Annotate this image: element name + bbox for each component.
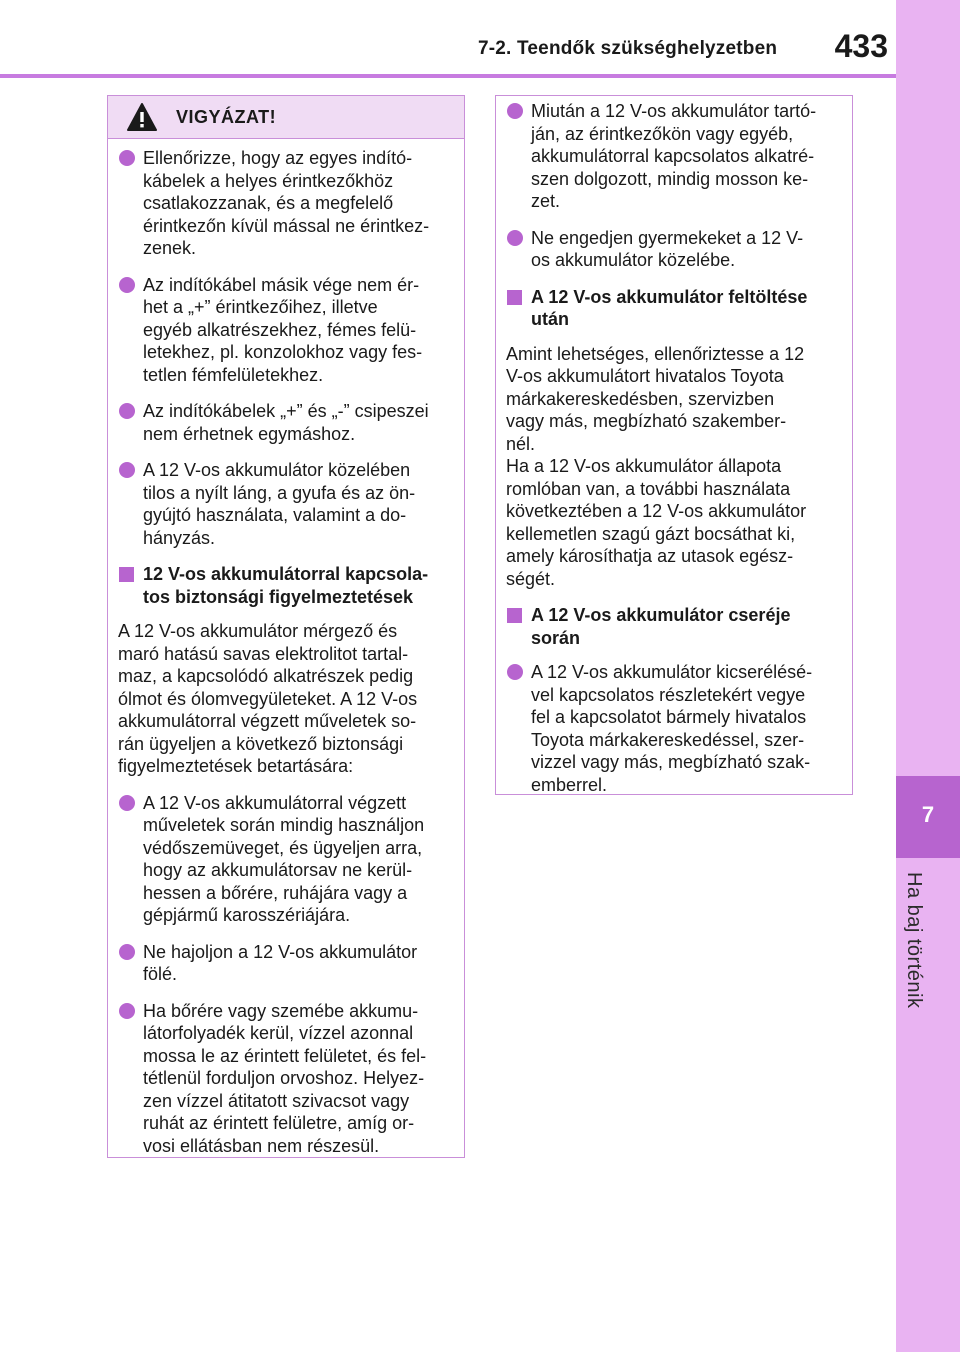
warning-box-right: [495, 95, 853, 795]
text-line: Amint lehetséges, ellenőriztesse a 12: [506, 343, 805, 364]
bullet-item: [506, 661, 842, 796]
page-number: 433: [834, 28, 888, 64]
text-line: ruhát az érintett felületre, amíg or-: [143, 1113, 415, 1133]
bullet-dot-icon: [119, 462, 135, 478]
warning-body-right: [496, 96, 852, 796]
text-line: A 12 V-os akkumulátor feltöltése: [531, 286, 808, 307]
text-line: tetlen fémfelületekhez.: [143, 364, 324, 385]
square-bullet-icon: [507, 290, 522, 305]
text-line: fel a kapcsolatot bármely hivatalos: [531, 707, 807, 727]
text-line: után: [531, 309, 569, 329]
text-line: Toyota márkakereskedéssel, szer-: [531, 729, 805, 750]
text-line: nél.: [506, 433, 536, 454]
text-line: A 12 V-os akkumulátor kicserélésé-: [531, 662, 813, 682]
text-line: zet.: [531, 191, 561, 211]
section-title: 7-2. Teendők szükséghelyzetben: [478, 38, 778, 59]
text-line: Ha bőrére vagy szemébe akkumu-: [143, 1000, 419, 1021]
text-line: következtében a 12 V-os akkumulátor: [506, 501, 807, 521]
square-bullet-icon: [119, 567, 134, 582]
text-line: vosi ellátásban nem részesül.: [143, 1135, 380, 1156]
bullet-item: [118, 1000, 454, 1158]
paragraph: [506, 343, 842, 591]
text-line: márkakereskedésben, szervizben: [506, 388, 775, 409]
text-line: os akkumulátor közelébe.: [531, 250, 736, 270]
text-line: maró hatású savas elektrolitot tartal-: [118, 643, 409, 664]
text-line: gépjármű karosszériájára.: [143, 905, 351, 925]
text-line: vel kapcsolatos részletekért vegye: [531, 684, 806, 705]
bullet-item: [118, 792, 454, 927]
warning-label: VIGYÁZAT!: [176, 107, 277, 127]
text-line: Miután a 12 V-os akkumulátor tartó-: [531, 101, 817, 121]
text-line: het a „+” érintkezőihez, illetve: [143, 297, 378, 317]
text-line: ségét.: [506, 568, 556, 589]
text-line: letekhez, pl. konzolokhoz vagy fes-: [143, 342, 423, 362]
text-line: Ellenőrizze, hogy az egyes indító-: [143, 148, 413, 168]
text-line: Ne hajoljon a 12 V-os akkumulátor: [143, 941, 418, 962]
text-line: szen dolgozott, mindig mosson ke-: [531, 168, 809, 189]
text-line: vizzel vagy más, megbízható szak-: [531, 752, 811, 772]
warning-box-left: [107, 95, 465, 1158]
text-line: figyelmeztetések betartására:: [118, 756, 354, 776]
text-line: romlóban van, a további használata: [506, 478, 791, 499]
bullet-dot-icon: [507, 103, 523, 119]
text-line: vagy más, megbízható szakember-: [506, 411, 787, 431]
text-line: maz, a kapcsolódó alkatrészek pedig: [118, 666, 414, 686]
text-line: akkumulátorral kapcsolatos alkatré-: [531, 146, 815, 166]
warning-header: [108, 96, 464, 139]
text-line: A 12 V-os akkumulátor mérgező és: [118, 621, 398, 641]
subheading: [506, 286, 842, 331]
subheading: [118, 563, 454, 608]
bullet-dot-icon: [119, 150, 135, 166]
text-line: zen vízzel átitatott szivacsot vagy: [143, 1090, 410, 1111]
subheading: [506, 604, 842, 649]
text-line: gyújtó használata, valamint a do-: [143, 505, 407, 525]
header-rule: [0, 74, 896, 78]
bullet-item: [118, 274, 454, 387]
text-line: mossa le az érintett felületet, és fel-: [143, 1045, 427, 1066]
text-line: 12 V-os akkumulátorral kapcsola-: [143, 564, 429, 584]
text-line: nem érhetnek egymáshoz.: [143, 423, 356, 444]
square-bullet-icon: [507, 608, 522, 623]
bullet-dot-icon: [119, 403, 135, 419]
chapter-label: Ha baj történik: [903, 872, 925, 1009]
bullet-dot-icon: [507, 664, 523, 680]
bullet-dot-icon: [119, 1003, 135, 1019]
text-line: Ha a 12 V-os akkumulátor állapota: [506, 456, 782, 476]
text-line: ján, az érintkezőkön vagy egyéb,: [531, 123, 794, 144]
text-line: kellemetlen szagú gázt bocsáthat ki,: [506, 523, 796, 544]
text-line: tos biztonsági figyelmeztetések: [143, 586, 414, 607]
text-line: emberrel.: [531, 774, 608, 795]
paragraph: [118, 620, 454, 778]
side-tab-strip: [896, 0, 960, 1352]
text-line: A 12 V-os akkumulátor közelében: [143, 460, 411, 480]
text-line: V-os akkumulátort hivatalos Toyota: [506, 366, 784, 386]
bullet-item: [506, 100, 842, 213]
warning-triangle-icon: [126, 102, 158, 132]
bullet-item: [118, 941, 454, 986]
bullet-dot-icon: [119, 944, 135, 960]
text-line: hányzás.: [143, 527, 216, 548]
text-line: akkumulátorral végzett műveletek so-: [118, 711, 417, 731]
text-line: rán ügyeljen a következő biztonsági: [118, 733, 404, 754]
text-line: látorfolyadék kerül, vízzel azonnal: [143, 1023, 414, 1043]
text-line: amely károsíthatja az utasok egész-: [506, 546, 794, 566]
text-line: hogy az akkumulátorsav ne kerül-: [143, 860, 413, 880]
bullet-item: [506, 227, 842, 272]
chapter-number: 7: [921, 802, 935, 827]
text-line: ólmot és ólomvegyületeket. A 12 V-os: [118, 688, 418, 709]
bullet-item: [118, 147, 454, 260]
text-line: védőszemüveget, és ügyeljen arra,: [143, 837, 423, 858]
text-line: tilos a nyílt láng, a gyufa és az ön-: [143, 482, 416, 503]
text-line: műveletek során mindig használjon: [143, 815, 425, 835]
text-line: kábelek a helyes érintkezőkhöz: [143, 170, 394, 191]
warning-body-left: [108, 139, 464, 1157]
text-line: érintkezőn kívül mással ne érintkez-: [143, 215, 430, 236]
text-line: Az indítókábelek „+” és „-” csipeszei: [143, 401, 429, 421]
bullet-item: [118, 459, 454, 549]
text-line: tétlenül forduljon orvoshoz. Helyez-: [143, 1068, 425, 1088]
text-line: hessen a bőrére, ruhájára vagy a: [143, 882, 408, 903]
text-line: A 12 V-os akkumulátor cseréje: [531, 605, 791, 625]
text-line: Ne engedjen gyermekeket a 12 V-: [531, 227, 804, 248]
text-line: egyéb alkatrészekhez, fémes felü-: [143, 319, 417, 340]
bullet-dot-icon: [119, 277, 135, 293]
text-line: A 12 V-os akkumulátorral végzett: [143, 792, 407, 813]
bullet-dot-icon: [507, 230, 523, 246]
text-line: Az indítókábel másik vége nem ér-: [143, 274, 420, 295]
text-line: zenek.: [143, 238, 197, 258]
text-line: csatlakozzanak, és a megfelelő: [143, 193, 394, 213]
text-line: során: [531, 627, 581, 648]
bullet-dot-icon: [119, 795, 135, 811]
bullet-item: [118, 400, 454, 445]
text-line: fölé.: [143, 964, 178, 984]
